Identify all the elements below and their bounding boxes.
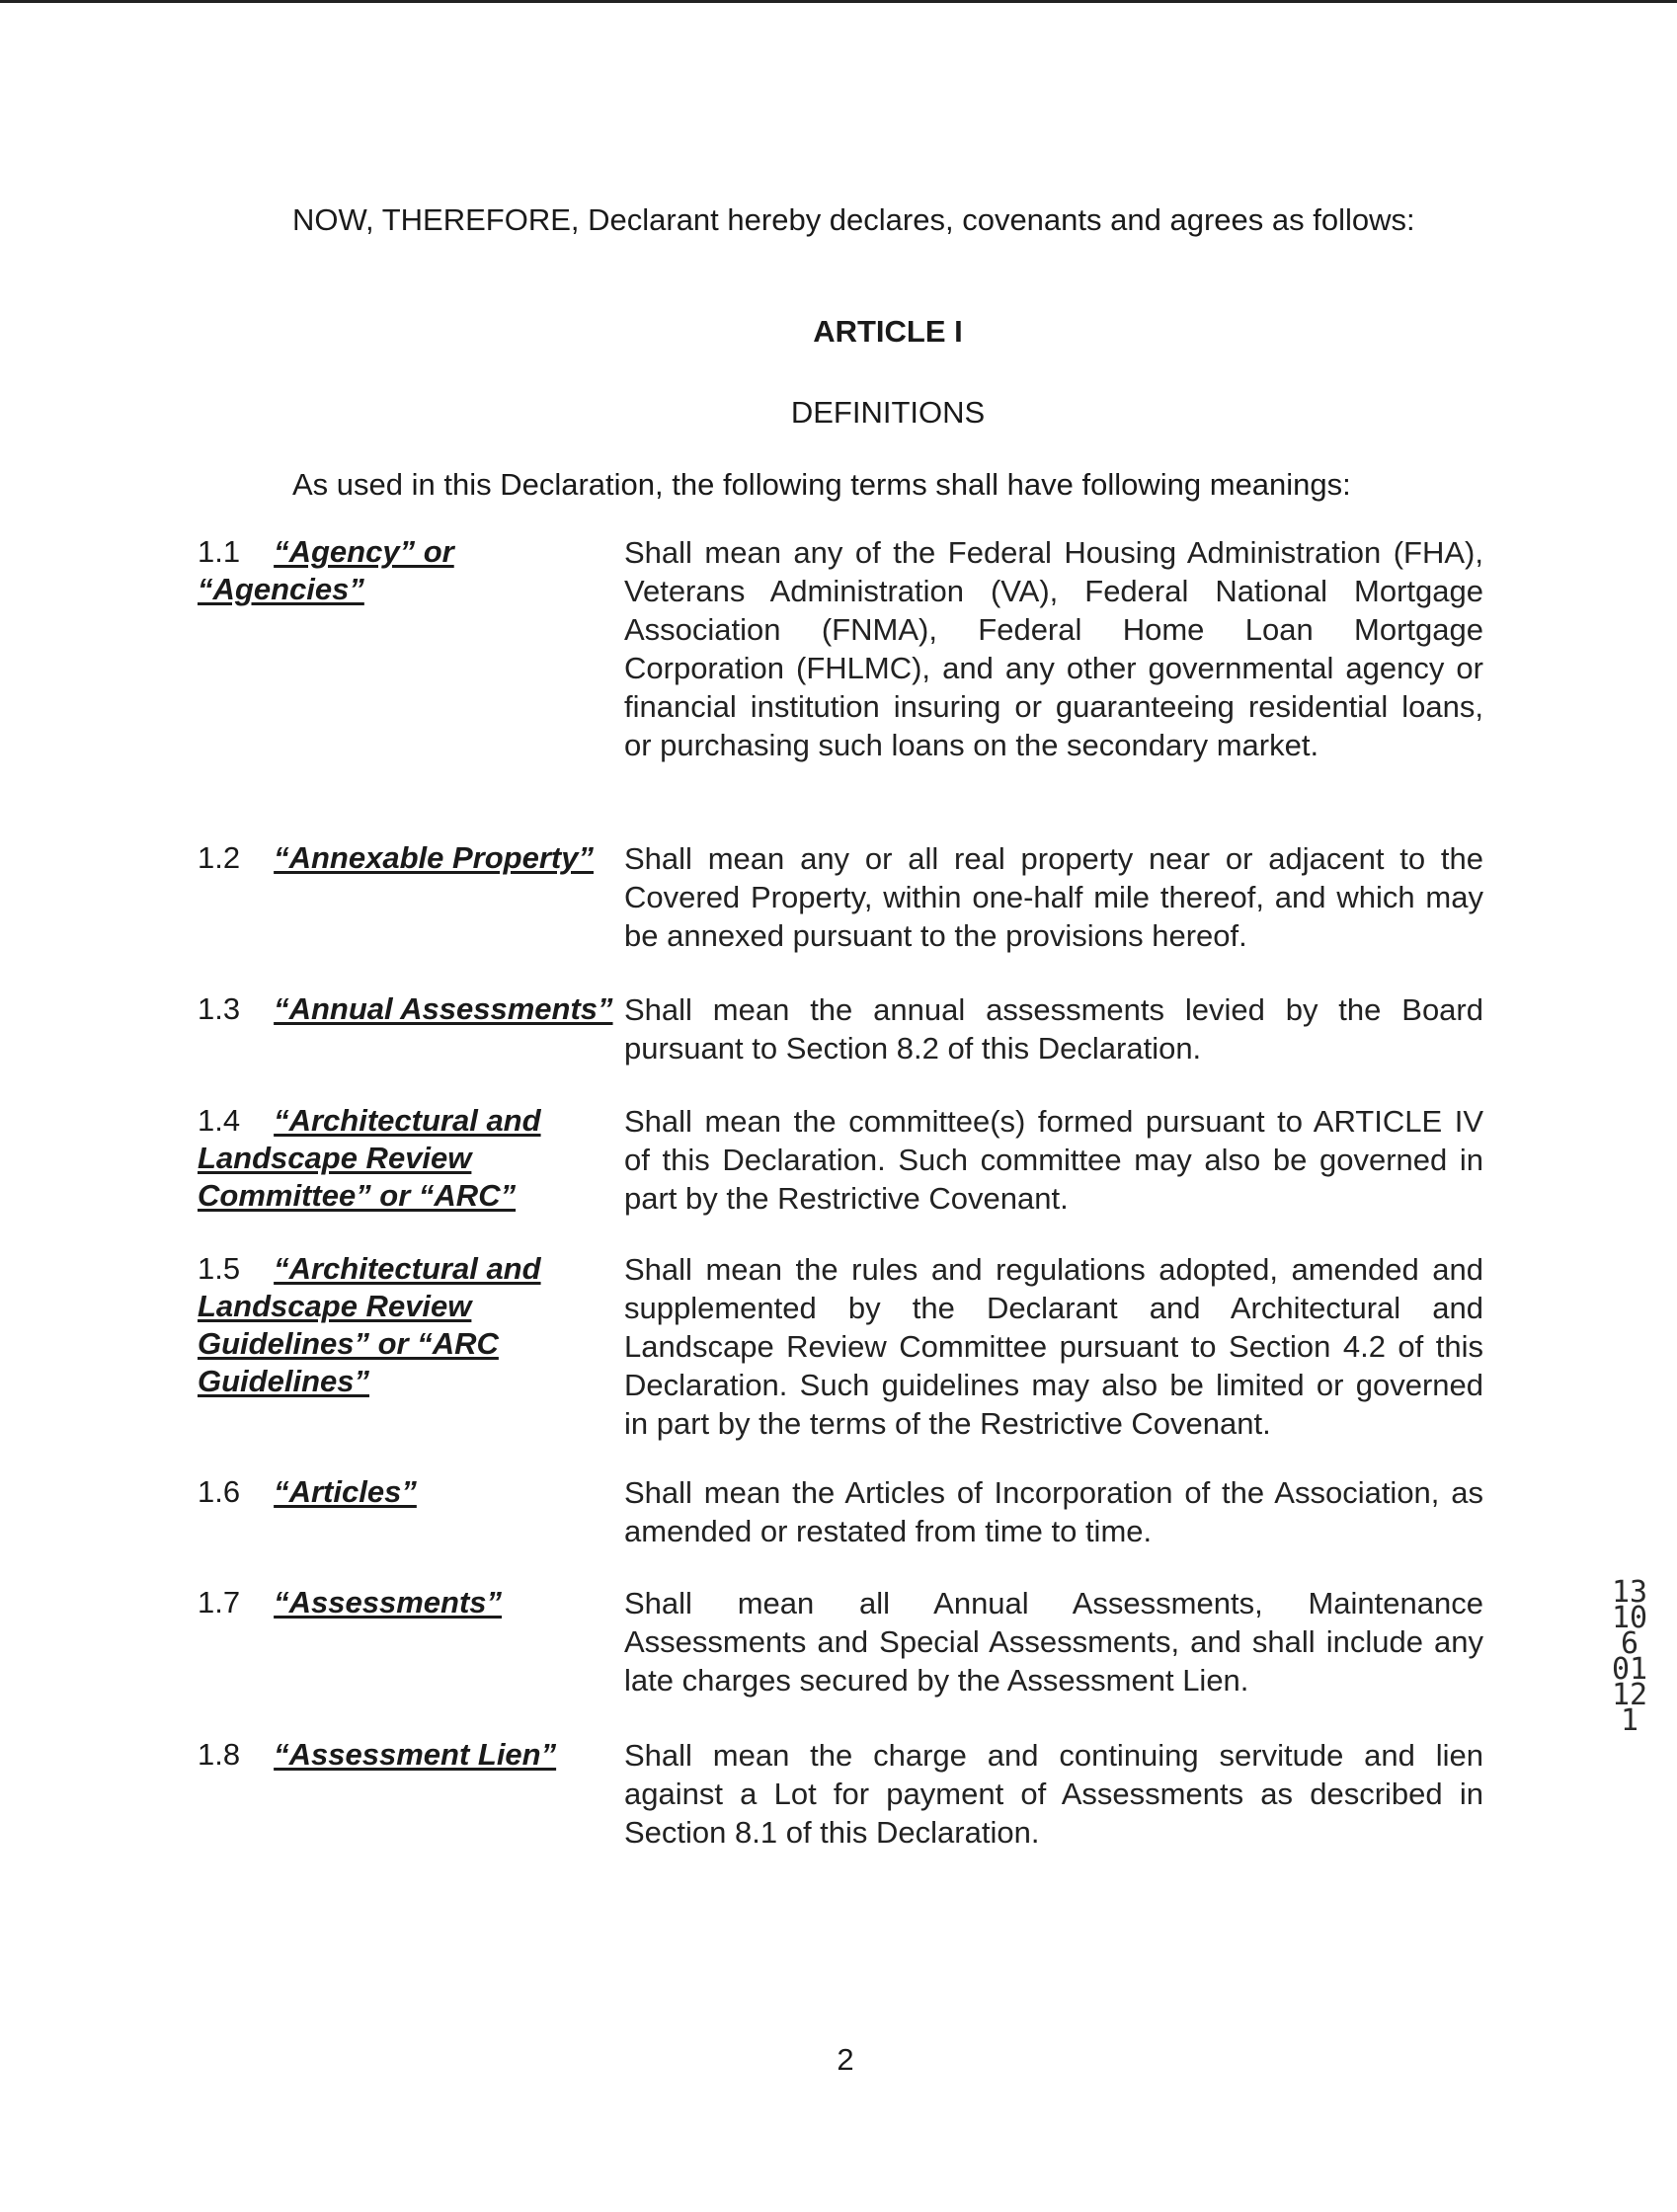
definition-term: [198, 533, 624, 764]
definition-1-3: [198, 990, 1491, 1067]
definition-text: Shall mean all Annual Assessments, Maintenance Assessments and Special Assessments, and shall include any late charges secured by the Assessment Lien.: [624, 1586, 1483, 1698]
definition-text: Shall mean the committee(s) formed pursuant to ARTICLE IV of this Declaration. Such committee may also be governed in part by the Restrictive Covenant.: [624, 1104, 1483, 1216]
definition-1-8: [198, 1736, 1491, 1852]
definitions-lead: As used in this Declaration, the following terms shall have following meanings:: [292, 467, 1351, 502]
definition-name: “Annexable Property”: [274, 840, 594, 875]
page-number: 2: [837, 2042, 854, 2077]
definition-1-6: [198, 1473, 1491, 1550]
definition-1-7: [198, 1584, 1491, 1699]
definition-1-4: [198, 1102, 1491, 1218]
definition-text: Shall mean the charge and continuing servitude and lien against a Lot for payment of Assessments as described in Section 8.1 of this Declaration.: [624, 1738, 1483, 1850]
definition-name: “Assessment Lien”: [274, 1737, 557, 1772]
definition-number: 1.7: [198, 1585, 241, 1620]
article-title: ARTICLE I: [813, 314, 963, 349]
definition-number: 1.3: [198, 991, 241, 1026]
definition-text: Shall mean any of the Federal Housing Administration (FHA), Veterans Administration (VA), Federal National Mortgage Association (FNMA), Federal Home Loan Mortgage Corporation (FHLMC), and any other governmental agency or financial institution insuring or guaranteeing residential loans, or purchasing such loans on the secondary market.: [624, 535, 1483, 762]
definition-name: “Agency” or “Agencies”: [198, 534, 454, 606]
definition-term: [198, 1584, 624, 1699]
margin-record-stamp: 13106 01121: [1611, 1575, 1648, 1738]
definition-name: “Articles”: [274, 1474, 417, 1509]
intro-paragraph: NOW, THEREFORE, Declarant hereby declares, covenants and agrees as follows:: [292, 202, 1415, 237]
definition-1-2: [198, 839, 1491, 955]
definition-term: [198, 1250, 624, 1443]
definition-number: 1.2: [198, 840, 241, 875]
definition-text: Shall mean the rules and regulations adopted, amended and supplemented by the Declarant and Architectural and Landscape Review Committee pursuant to Section 4.2 of this Declaration. Such guidelines may also be limited or governed in part by the terms of the Restrictive Covenant.: [624, 1252, 1483, 1441]
definition-name: “Architectural and Landscape Review Committee” or “ARC”: [198, 1103, 541, 1213]
definition-name: “Assessments”: [274, 1585, 503, 1620]
definition-text: Shall mean the annual assessments levied by the Board pursuant to Section 8.2 of this Declaration.: [624, 992, 1483, 1066]
definition-number: 1.4: [198, 1103, 241, 1138]
definition-text: Shall mean the Articles of Incorporation of the Association, as amended or restated from time to time.: [624, 1475, 1483, 1548]
definition-term: [198, 839, 624, 955]
definition-term: [198, 1736, 624, 1852]
definition-1-1: [198, 533, 1491, 764]
definition-number: 1.1: [198, 534, 241, 569]
definition-text: Shall mean any or all real property near or adjacent to the Covered Property, within one-half mile thereof, and which may be annexed pursuant to the provisions hereof.: [624, 841, 1483, 953]
definition-term: [198, 1102, 624, 1218]
definition-name: “Architectural and Landscape Review Guidelines” or “ARC Guidelines”: [198, 1251, 541, 1398]
definition-name: “Annual Assessments”: [274, 991, 613, 1026]
definition-number: 1.5: [198, 1251, 241, 1286]
definition-number: 1.6: [198, 1474, 241, 1509]
definition-1-5: [198, 1250, 1491, 1443]
definition-term: [198, 990, 624, 1067]
article-subtitle: DEFINITIONS: [790, 395, 986, 430]
definition-term: [198, 1473, 624, 1550]
definition-number: 1.8: [198, 1737, 241, 1772]
top-rule: [0, 0, 1677, 3]
